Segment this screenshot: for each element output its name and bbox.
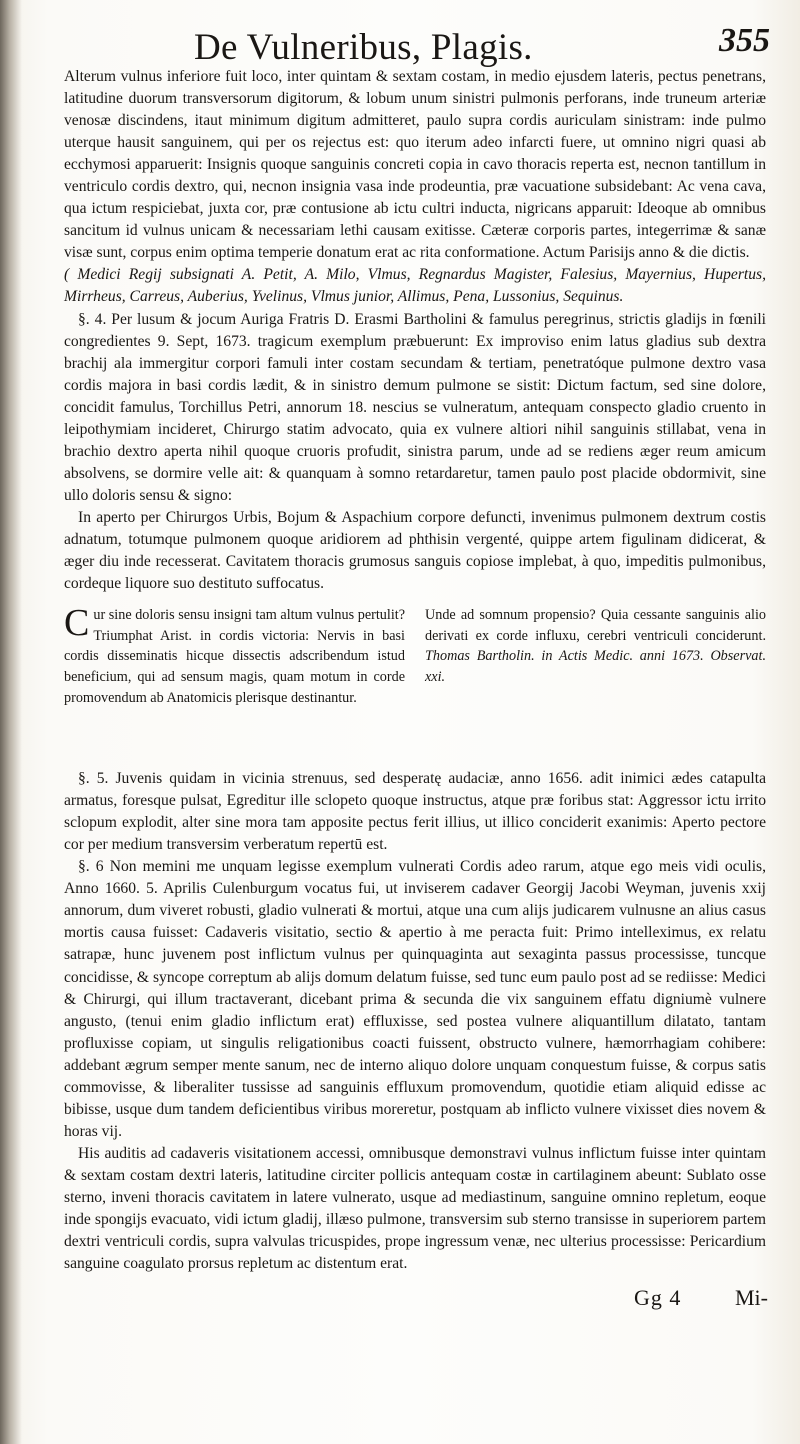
spine-shadow: [0, 0, 22, 1444]
note-text-left: ur sine doloris sensu insigni tam altum vulnus pertulit? Triumphat Arist. in cordis victoria: Nervis in basi cordis disseminatis hicque dissectis adscribendum istud beneficium, qui ad sensum magis, quam motum in corde promovendum ab Anatomicis plerisque destinantur.: [64, 607, 405, 706]
note-column-right: [425, 605, 766, 708]
commentary-note: [64, 602, 766, 708]
paragraph-section-6-visitation: His auditis ad cadaveris visitationem accessi, omnibusque demonstravi vulnus inflictum fuisse inter quintam & sextam costam dextri lateris, latitudine circiter pollicis antequam costæ in cartilaginem abeunt: Sublato osse sterno, inveni thoracis cavitatem in latere vulnerato, usque ad mediastinum, sanguine omnino repletum, eoque inde spongijs evacuato, vidi ictum gladij, illæso pulmone, transversim sub sterno transisse in superiorem partem dextri ventriculi cordis, supra valvulas tricuspides, prope ingressum venæ, nec ulterius processisse: Pericardium sanguine coagulato prorsus repletum ac distentum erat.: [64, 1144, 766, 1273]
main-text-lower: [64, 768, 766, 1275]
main-text-upper: [64, 66, 766, 595]
paragraph-autopsy-first: Alterum vulnus inferiore fuit loco, inter quintam & sextam costam, in medio ejusdem lateris, pectus penetrans, latitudine duorum transversorum digitorum, & lobum unum sinistri pulmonis perforans, inde truneum arteriæ venosæ discindens, itaut minimum digitum admitteret, paulo supra cordis auriculam sinistram: inde pulmo uterque hausit sanguinem, qui per os rejectus est: quo iterum adeo infarcti fuere, ut omnino nigri quasi ab ecchymosi apparuerit: Insignis quoque sanguinis concreti copia in cavo thoracis reperta est, necnon tantillum in ventriculo cordis dextro, qui, necnon insignia vasa inde prodeuntia, præ vacuatione subsidebant: Ac vena cava, qua ictum respiciebat, juxta cor, præ contusione ab ictu cultri inducta, nigricans apparuit: Ideoque ab omnibus sancitum id vulnus unicam & necessariam lethi causam exitisse. Cæteræ corporis partes, integerrimæ & sanæ visæ sunt, corpus enim optima temperie donatum erat ac rita conformatione. Actum Parisijs anno & die dictis.: [64, 68, 766, 262]
paragraph-section-4: §. 4. Per lusum & jocum Auriga Fratris D. Erasmi Bartholini & famulus peregrinus, strictis gladijs in fœnili congredientes 9. Sept, 1673. tragicum exemplum præbuerunt: Ex improviso enim latus gladius sub dextra brachij ala immergitur corpori famuli inter costam secundam & tertiam, penetratóque pulmone dextro vasa cordis majora in basi cordis lædit, & in sinistro demum pulmone se sistit: Dictum factum, sed sine dolore, concidit famulus, Torchillus Petri, annorum 18. nescius se vulneratum, antequam conspecto gladio cruento in leipothymiam incideret, Chirurgo statim advocato, quia ex vulnere altiori nihil sanguinis stillabat, vena in brachio dextro aperta nihil quoque cruoris profudit, sinistra parum, unde ad se rediens æger reum amicum absolvens, se dormire velle ait: & quanquam à somno retardaretur, tamen paulo post placide obdormivit, sine ullo doloris sensu & signo:: [64, 310, 766, 504]
page-header: [64, 18, 770, 68]
drop-cap: C: [64, 602, 90, 645]
signatories: ( Medici Regij subsignati A. Petit, A. Milo, Vlmus, Regnardus Magister, Falesius, Mayernius, Hupertus, Mirrheus, Carreus, Auberius, Yvelinus, Vlmus junior, Allimus, Pena, Lussonius, Sequinus.: [64, 266, 766, 306]
note-text-right: Unde ad somnum propensio? Quia cessante sanguinis alio derivati ex corde influxu, cerebri ventriculi conciderunt.: [425, 607, 766, 644]
note-column-left: [64, 602, 405, 708]
paragraph-section-4-autopsy: In aperto per Chirurgos Urbis, Bojum & Aspachium corpore defuncti, invenimus pulmonem dextrum costis adnatum, totumque pulmonem quoque aridiorem ad phthisin vergenté, quippe artem figulinam didicerat, & æger diu inde recesserat. Cavitatem thoracis grumosus sanguis copiose implebat, à quo, impeditis pulmonibus, cordeque liquore suo destituto suffocatus.: [64, 508, 766, 593]
catchword: Mi-: [735, 1285, 768, 1311]
signature-mark: Gg 4: [634, 1285, 682, 1311]
note-reference: Thomas Bartholin. in Actis Medic. anni 1673. Observat. xxi.: [425, 648, 766, 685]
paragraph-section-6: §. 6 Non memini me unquam legisse exemplum vulnerati Cordis adeo rarum, atque ego meis vidi oculis, Anno 1660. 5. Aprilis Culenburgum vocatus fui, ut inviserem cadaver Georgij Jacobi Weyman, juvenis xxij annorum, dum viveret robusti, gladio vulnerati & mortui, atque una cum alijs judicarem vulnusne an alius casus mortis causa fuisset: Cadaveris visitatio, sectio & apertio à me peracta fuit: Primo intelleximus, ex relatu satrapæ, hunc juvenem post inflictum vulnus per quinquaginta aut sexaginta passus processisse, tuncque concidisse, & syncope correptum ab alijs domum delatum fuisse, sed tunc eum paulo post ad se rediisse: Medici & Chirurgi, qui illum tractaverant, dicebant prima & secunda die vix sanguinem effatu digniumè vulnere angusto, (tenui enim gladio inflictum erat) effluxisse, sed postea vulnere aliquantillum dilatato, tantam profluxisse copiam, ut singulis religationibus coacti fuissent, obstructo vulnere, hæmorrhagiam cohibere: addebant ægrum semper mente sanum, nec de interno aliquo dolore unquam conquestum fuisse, & corpus satis commovisse, & liberaliter tussisse ad sanguinis effluxum promovendum, quotidie etiam aliquid edisse ac bibisse, usque dum tandem deficientibus viribus moreretur, postquam ab inflicto vulnere vixisset dies novem & horas vij.: [64, 858, 766, 1140]
page-number: 355: [719, 22, 770, 59]
running-title: De Vulneribus, Plagis.: [194, 27, 533, 68]
paragraph-section-5: §. 5. Juvenis quidam in vicinia strenuus, sed desperatę audaciæ, anno 1656. adit inimici ædes catapulta armatus, foresque pulsat, Egreditur ille sclopeto quoque instructus, atque præ foribus stat: Aggressor ictu irrito sclopum explodit, alter sine mora tam apposite pectus ferit illius, ut illico conciderit exanimis: Aperto pectore cor per medium transversim verberatum repertū est.: [64, 770, 766, 854]
page-footer: [64, 1281, 766, 1321]
